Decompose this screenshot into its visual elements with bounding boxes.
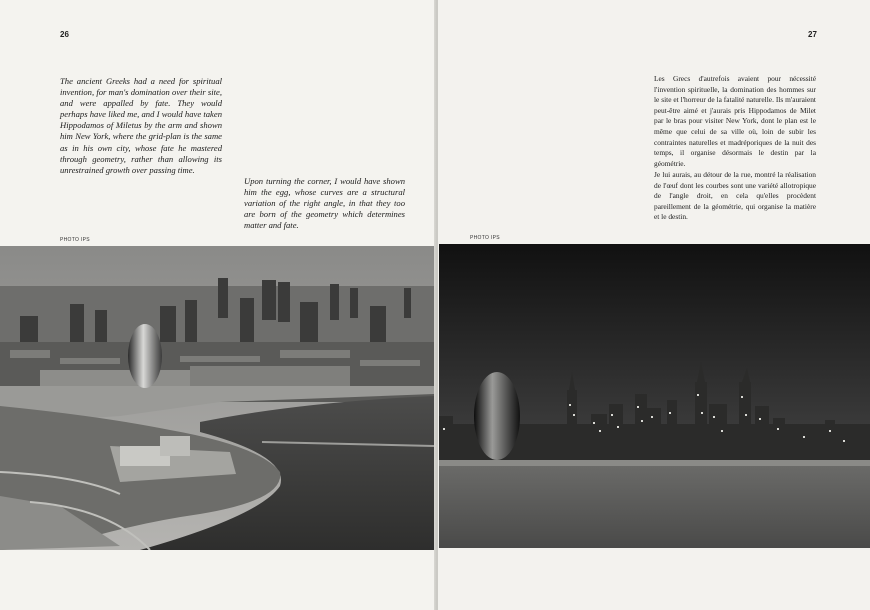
photo-credit: PHOTO IPS bbox=[60, 237, 90, 243]
english-paragraph-2: Upon turning the corner, I would have shown him the egg, whose curves are a structural variation of the right angle, in that they too are born of the geometry which determines matter and fate. bbox=[244, 176, 405, 231]
page-number: 26 bbox=[60, 30, 69, 39]
egg-structure bbox=[474, 372, 520, 460]
skyline-night-photo bbox=[439, 244, 870, 548]
aerial-photo-illustration bbox=[0, 246, 434, 550]
aerial-city-photo bbox=[0, 246, 434, 550]
page-number: 27 bbox=[808, 30, 817, 39]
french-paragraph-1: Les Grecs d'autrefois avaient pour nécessité l'invention spirituelle, la domination des hommes sur le site et l'horreur de la fatalité naturelle. Ils m'auraient peut-être aimé et j'aurais pris Hippodamos de Milet par le bras pour visiter New York, dont le plan est le même que celui de sa ville où, loin de subir les contraintes naturelles et madréporiques de la nuit des temps, il organise désormais le destin par la géométrie. bbox=[654, 74, 816, 168]
french-paragraph-2: Je lui aurais, au détour de la rue, montré la réalisation de l'œuf dont les courbes sont une variété allotropique de l'angle droit, en cela qu'elles procèdent pareillement de la géométrie, qui organise la matière et le destin. bbox=[654, 170, 816, 222]
egg-structure bbox=[128, 324, 162, 388]
skyline-photo-illustration bbox=[439, 244, 870, 548]
photo-credit: PHOTO IPS bbox=[470, 235, 500, 241]
right-page bbox=[438, 0, 870, 610]
english-paragraph-1: The ancient Greeks had a need for spiritual invention, for man's domination over their site, and were appalled by fate. They would perhaps have liked me, and I would have taken Hippodamos of Miletus by the arm and shown him New York, where the grid-plan is the same as in his own city, whose fate he mastered through geometry, rather than allowing its unrestrained growth over passing time. bbox=[60, 76, 222, 175]
